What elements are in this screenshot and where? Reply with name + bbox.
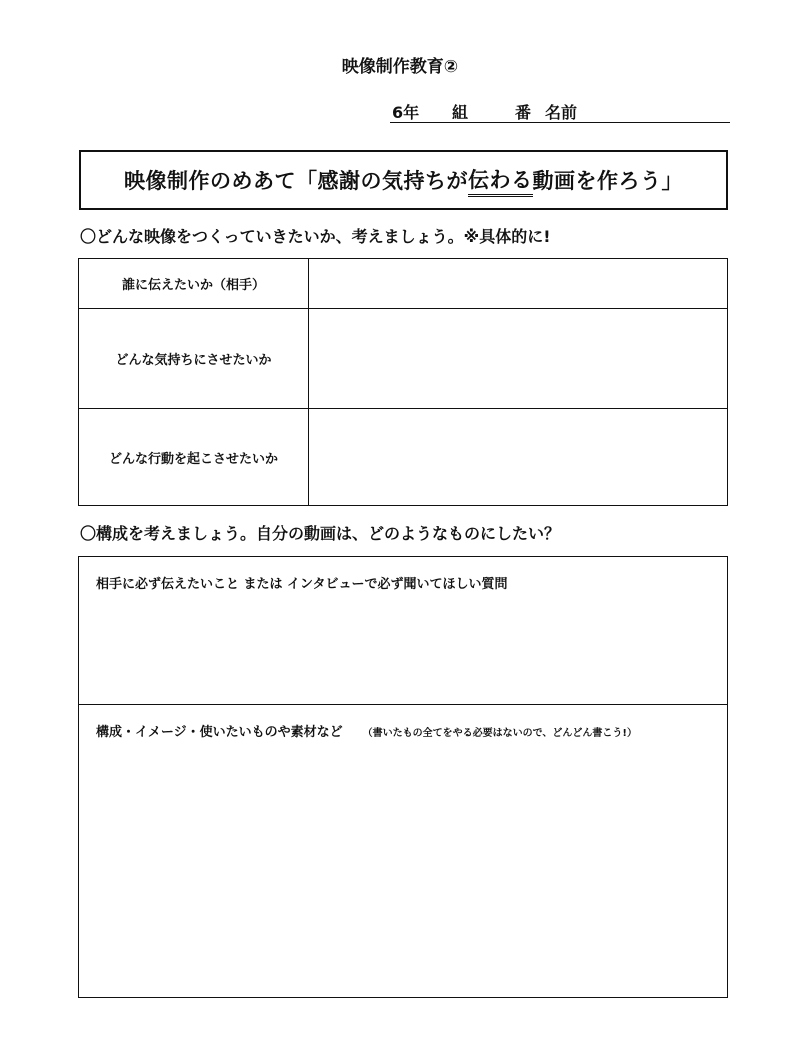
row-label-action: どんな行動を起こさせたいか [79,409,309,505]
answer-cell-feeling[interactable] [309,309,727,408]
structure-table [78,556,728,998]
plan-table [78,258,728,506]
number-label: 番 [515,103,532,122]
goal-underlined: 伝わる [468,164,533,197]
class-label: 組 [452,103,469,122]
table-row [79,309,727,409]
message-box-label: 相手に必ず伝えたいこと または インタビューで必ず聞いてほしい質問 [96,577,508,592]
section2-heading: 〇構成を考えましょう。自分の動画は、どのようなものにしたい？ [80,524,561,543]
answer-cell-action[interactable] [309,409,727,505]
row-label-audience: 誰に伝えたいか（相手） [79,259,309,308]
name-label: 名前 [545,103,578,122]
table-row [79,409,727,505]
page-title: 映像制作教育② [341,57,459,77]
goal-suffix: 動画を作ろう」 [532,169,683,193]
goal-prefix: 映像制作のめあて「感謝の気持ちが [124,169,468,193]
grade-label: 6年 [392,103,420,122]
structure-box-label: 構成・イメージ・使いたいものや素材など [96,725,343,740]
section1-heading: 〇どんな映像をつくっていきたいか、考えましょう。※具体的に! [80,227,551,246]
name-line [390,100,730,123]
goal-box [79,150,728,210]
table-row [79,259,727,309]
answer-cell-audience[interactable] [309,259,727,308]
row-label-feeling: どんな気持ちにさせたいか [79,309,309,408]
structure-box[interactable] [79,705,727,997]
message-box[interactable] [79,557,727,705]
structure-box-label-wrap [96,721,637,740]
structure-box-note: （書いたもの全てをやる必要はないので、どんどん書こう!） [362,728,637,739]
